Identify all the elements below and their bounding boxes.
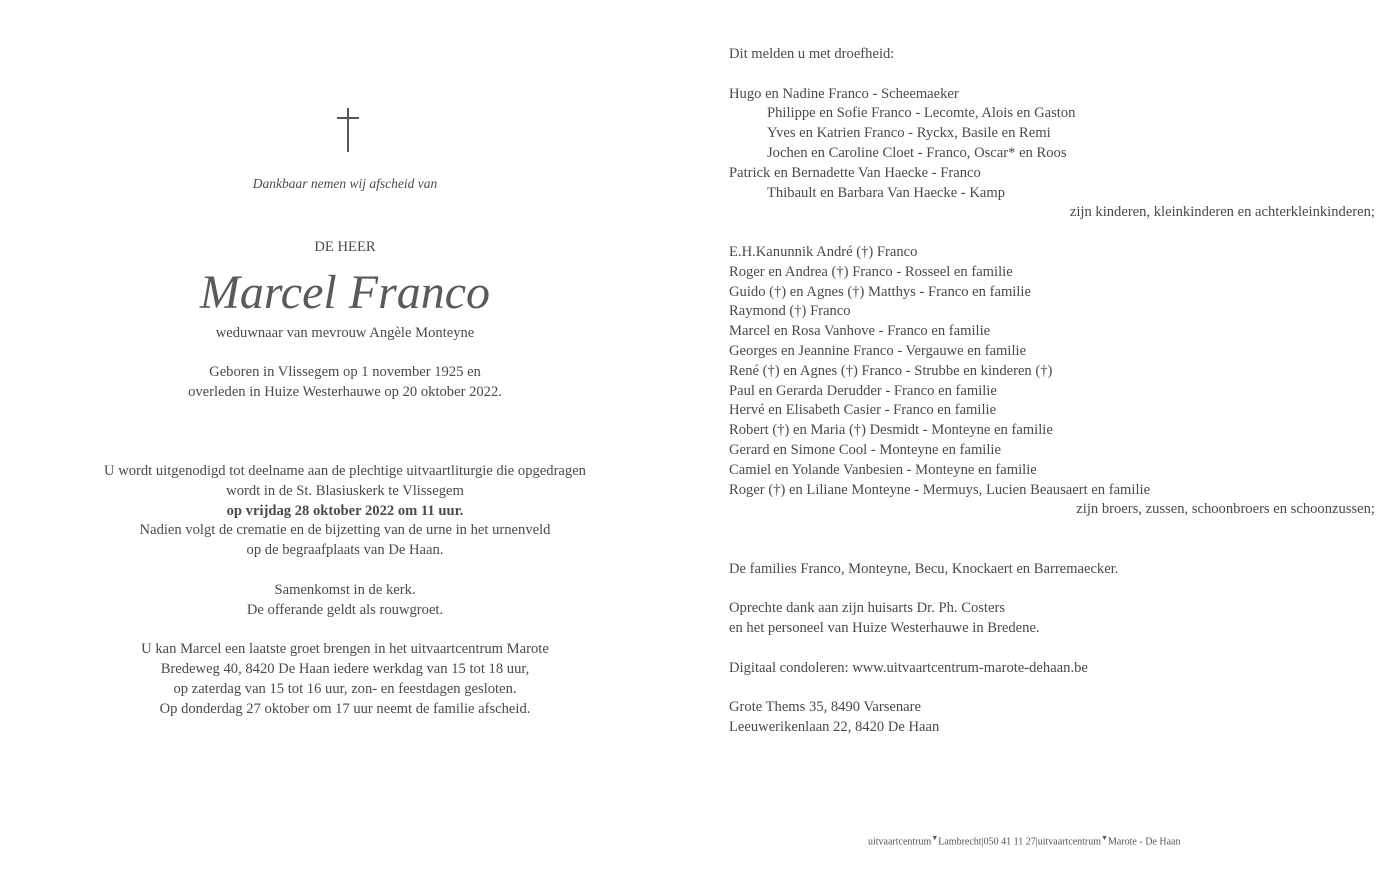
separator: | <box>1035 836 1038 848</box>
footer-text: Lambrecht <box>938 836 982 848</box>
sibling-line: Hervé en Elisabeth Casier - Franco en familie <box>729 402 997 419</box>
opening-line: Dit melden u met droefheid: <box>729 46 895 62</box>
sibling-line: Roger (†) en Liliane Monteyne - Mermuys, Lucien Beausaert en familie <box>729 481 1151 498</box>
sibling-line: Paul en Gerarda Derudder - Franco en familie <box>729 382 997 399</box>
thanks-line: en het personeel van Huize Westerhauwe in Bredene. <box>729 620 1040 637</box>
spouse-text: weduwnaar van mevrouw Angèle Monteyne <box>215 325 475 341</box>
triangle-icon: ▼ <box>931 834 939 842</box>
after-line: Nadien volgt de crematie en de bijzetting van de urne in het urnenveld <box>139 522 551 539</box>
visit-line: Bredeweg 40, 8420 De Haan iedere werkdag van 15 tot 18 uur, <box>160 660 530 677</box>
gathering-line: De offerande geldt als rouwgroet. <box>246 601 444 618</box>
sibling-line: E.H.Kanunnik André (†) Franco <box>729 243 918 260</box>
sibling-line: René (†) en Agnes (†) Franco - Strubbe en kinderen (†) <box>729 362 1053 379</box>
sibling-line: Roger en Andrea (†) Franco - Rosseel en familie <box>729 263 1013 280</box>
visit-line: U kan Marcel een laatste groet brengen in het uitvaartcentrum Marote <box>141 641 549 658</box>
condolences-link[interactable]: Digitaal condoleren: www.uitvaartcentrum-marote-dehaan.be <box>729 659 1088 676</box>
family-line: Yves en Katrien Franco - Ryckx, Basile en Remi <box>767 125 1051 142</box>
sibling-line: Camiel en Yolande Vanbesien - Monteyne en familie <box>729 461 1037 478</box>
intro-text: Dankbaar nemen wij afscheid van <box>252 176 438 191</box>
separator: | <box>981 836 984 848</box>
deceased-name: Marcel Franco <box>199 266 491 319</box>
sibling-line: Robert (†) en Maria (†) Desmidt - Monteyne en familie <box>729 422 1053 439</box>
footer-text: uitvaartcentrum <box>868 836 932 848</box>
invite-line: wordt in de St. Blasiuskerk te Vlissegem <box>226 482 464 499</box>
footer-text: Marote - De Haan <box>1107 836 1181 848</box>
title-text: DE HEER <box>314 239 376 255</box>
sibling-line: Marcel en Rosa Vanhove - Franco en familie <box>729 323 991 340</box>
gathering-line: Samenkomst in de kerk. <box>274 581 416 598</box>
siblings-caption: zijn broers, zussen, schoonbroers en schoonzussen; <box>1076 501 1375 518</box>
triangle-icon: ▼ <box>1101 834 1108 842</box>
died-line: overleden in Huize Westerhauwe op 20 oktober 2022. <box>188 383 502 400</box>
sibling-line: Guido (†) en Agnes (†) Matthys - Franco en familie <box>729 283 1031 300</box>
family-line: Philippe en Sofie Franco - Lecomte, Alois en Gaston <box>767 105 1076 122</box>
ceremony-date: op vrijdag 28 oktober 2022 om 11 uur. <box>226 502 464 519</box>
invite-line: U wordt uitgenodigd tot deelname aan de plechtige uitvaartliturgie die opgedragen <box>104 463 586 479</box>
footer-phone: 050 41 11 27 <box>983 836 1036 848</box>
born-line: Geboren in Vlissegem op 1 november 1925 en <box>209 364 481 380</box>
family-line: Thibault en Barbara Van Haecke - Kamp <box>767 184 1005 201</box>
sibling-line: Gerard en Simone Cool - Monteyne en familie <box>729 441 1001 458</box>
footer <box>868 829 1180 852</box>
life-dates <box>45 363 645 403</box>
visit-line: op zaterdag van 15 tot 16 uur, zon- en feestdagen gesloten. <box>173 680 517 697</box>
ceremony-info <box>45 462 645 719</box>
visit-line: Op donderdag 27 oktober om 17 uur neemt de familie afscheid. <box>159 700 531 717</box>
announcement-list <box>729 45 1375 738</box>
after-line: op de begraafplaats van De Haan. <box>246 542 444 559</box>
address-line: Grote Thems 35, 8490 Varsenare <box>729 699 921 716</box>
thanks-line: Oprechte dank aan zijn huisarts Dr. Ph. Costers <box>729 600 1006 617</box>
family-line: Hugo en Nadine Franco - Scheemaeker <box>729 85 959 102</box>
family-line: Jochen en Caroline Cloet - Franco, Oscar* en Roos <box>767 144 1067 161</box>
family-line: Patrick en Bernadette Van Haecke - Franco <box>729 164 981 181</box>
sibling-line: Georges en Jeannine Franco - Vergauwe en familie <box>729 342 1027 359</box>
sibling-line: Raymond (†) Franco <box>729 303 851 320</box>
cross-icon <box>347 108 349 152</box>
address-line: Leeuwerikenlaan 22, 8420 De Haan <box>729 719 940 736</box>
families-line: De families Franco, Monteyne, Becu, Knockaert en Barremaecker. <box>729 560 1119 577</box>
children-caption: zijn kinderen, kleinkinderen en achterkleinkinderen; <box>1069 204 1375 221</box>
footer-text: uitvaartcentrum <box>1037 836 1102 848</box>
